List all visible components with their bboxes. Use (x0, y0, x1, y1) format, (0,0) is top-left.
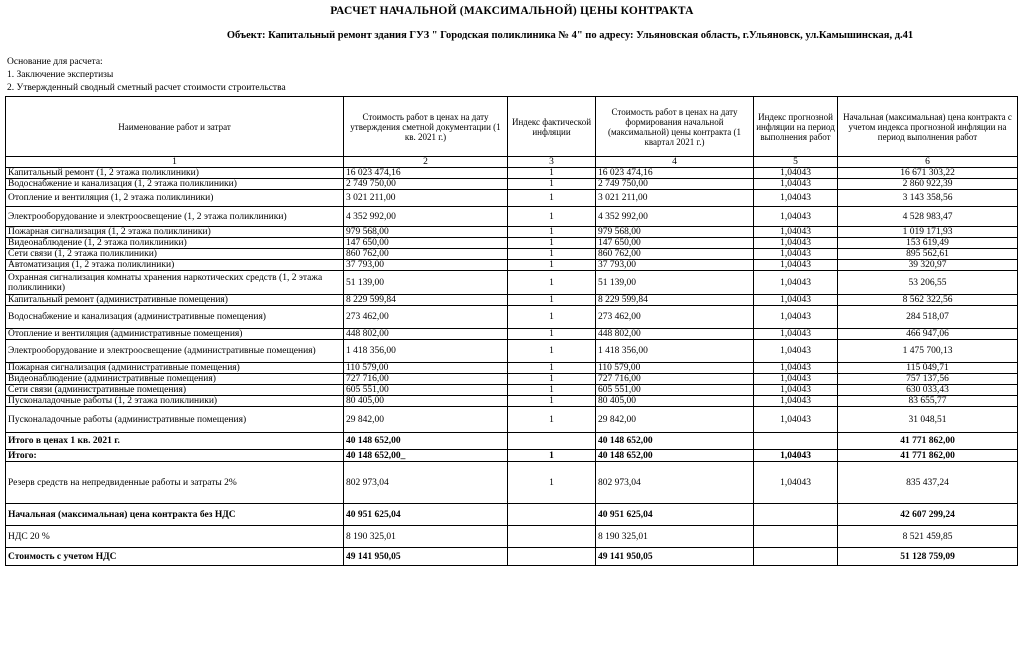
row-value-c6: 8 562 322,56 (838, 295, 1018, 306)
row-value-c5 (754, 526, 838, 548)
row-value-c5: 1,04043 (754, 207, 838, 227)
row-value-c5 (754, 548, 838, 566)
row-name-cell: Видеонаблюдение (1, 2 этажа поликлиники) (6, 238, 344, 249)
row-value-c5: 1,04043 (754, 340, 838, 363)
row-value-c4: 8 229 599,84 (596, 295, 754, 306)
row-value-c5: 1,04043 (754, 190, 838, 207)
header-cost-formation: Стоимость работ в ценах на дату формирования начальной (максимальной) цены контракта (1 квартал 2021 г.) (596, 97, 754, 157)
row-value-c6: 153 619,49 (838, 238, 1018, 249)
row-value-c3: 1 (508, 306, 596, 329)
row-value-c2: 4 352 992,00 (344, 207, 508, 227)
row-value-c6: 39 320,97 (838, 260, 1018, 271)
row-value-c6: 1 475 700,13 (838, 340, 1018, 363)
row-value-c4: 979 568,00 (596, 227, 754, 238)
row-value-c6: 42 607 299,24 (838, 504, 1018, 526)
totals-row (6, 450, 1018, 462)
row-value-c6: 31 048,51 (838, 407, 1018, 433)
row-value-c4: 37 793,00 (596, 260, 754, 271)
row-value-c6: 895 562,61 (838, 249, 1018, 260)
row-name-cell: Пожарная сигнализация (административные помещения) (6, 363, 344, 374)
row-value-c2: 8 190 325,01 (344, 526, 508, 548)
row-value-c4: 49 141 950,05 (596, 548, 754, 566)
column-number: 4 (596, 157, 754, 168)
row-name-cell: Стоимость с учетом НДС (6, 548, 344, 566)
row-value-c6: 466 947,06 (838, 329, 1018, 340)
row-value-c5: 1,04043 (754, 450, 838, 462)
row-value-c5: 1,04043 (754, 271, 838, 295)
header-forecast-inflation-index: Индекс прогнозной инфляции на период выполнения работ (754, 97, 838, 157)
row-value-c3: 1 (508, 450, 596, 462)
row-name-cell: Пожарная сигнализация (1, 2 этажа поликлиники) (6, 227, 344, 238)
row-value-c2: 8 229 599,84 (344, 295, 508, 306)
row-value-c4: 860 762,00 (596, 249, 754, 260)
totals-row (6, 526, 1018, 548)
row-value-c4: 8 190 325,01 (596, 526, 754, 548)
table-row (6, 207, 1018, 227)
row-value-c6: 3 143 358,56 (838, 190, 1018, 207)
table-row (6, 329, 1018, 340)
row-value-c3: 1 (508, 385, 596, 396)
header-actual-inflation-index: Индекс фактической инфляции (508, 97, 596, 157)
table-row (6, 407, 1018, 433)
column-number: 2 (344, 157, 508, 168)
row-value-c5: 1,04043 (754, 396, 838, 407)
price-calculation-table (5, 96, 1018, 566)
row-value-c5: 1,04043 (754, 407, 838, 433)
column-number: 5 (754, 157, 838, 168)
row-value-c2: 40 951 625,04 (344, 504, 508, 526)
row-value-c3: 1 (508, 179, 596, 190)
row-value-c3: 1 (508, 168, 596, 179)
row-name-cell: НДС 20 % (6, 526, 344, 548)
row-value-c4: 802 973,04 (596, 462, 754, 504)
row-name-cell: Автоматизация (1, 2 этажа поликлиники) (6, 260, 344, 271)
row-value-c4: 4 352 992,00 (596, 207, 754, 227)
row-value-c2: 605 551,00 (344, 385, 508, 396)
table-row (6, 363, 1018, 374)
column-number: 1 (6, 157, 344, 168)
row-value-c4: 40 951 625,04 (596, 504, 754, 526)
row-value-c6: 757 137,56 (838, 374, 1018, 385)
row-value-c6: 1 019 171,93 (838, 227, 1018, 238)
row-value-c3: 1 (508, 363, 596, 374)
row-value-c6: 53 206,55 (838, 271, 1018, 295)
row-value-c2: 2 749 750,00 (344, 179, 508, 190)
table-row (6, 396, 1018, 407)
row-value-c3: 1 (508, 295, 596, 306)
row-value-c2: 51 139,00 (344, 271, 508, 295)
row-value-c5: 1,04043 (754, 260, 838, 271)
row-value-c3: 1 (508, 238, 596, 249)
row-value-c4: 40 148 652,00 (596, 433, 754, 450)
row-value-c2: 80 405,00 (344, 396, 508, 407)
row-value-c2: 727 716,00 (344, 374, 508, 385)
row-name-cell: Водоснабжение и канализация (1, 2 этажа поликлиники) (6, 179, 344, 190)
row-value-c5: 1,04043 (754, 306, 838, 329)
row-name-cell: Электрооборудование и электроосвещение (1, 2 этажа поликлиники) (6, 207, 344, 227)
row-value-c2: 802 973,04 (344, 462, 508, 504)
row-value-c6: 4 528 983,47 (838, 207, 1018, 227)
basis-item-2: 2. Утвержденный сводный сметный расчет стоимости строительства (7, 83, 286, 93)
header-row (6, 97, 1018, 157)
table-row (6, 295, 1018, 306)
row-value-c2: 147 650,00 (344, 238, 508, 249)
row-name-cell: Водоснабжение и канализация (административные помещения) (6, 306, 344, 329)
row-name-cell: Видеонаблюдение (административные помещения) (6, 374, 344, 385)
header-name: Наименование работ и затрат (6, 97, 344, 157)
row-value-c2: 273 462,00 (344, 306, 508, 329)
row-value-c4: 51 139,00 (596, 271, 754, 295)
table-row (6, 179, 1018, 190)
row-value-c6: 51 128 759,09 (838, 548, 1018, 566)
row-value-c6: 284 518,07 (838, 306, 1018, 329)
row-value-c3: 1 (508, 340, 596, 363)
row-value-c5: 1,04043 (754, 249, 838, 260)
table-row (6, 260, 1018, 271)
table-row (6, 385, 1018, 396)
table-row (6, 249, 1018, 260)
row-name-cell: Пусконаладочные работы (1, 2 этажа поликлиники) (6, 396, 344, 407)
totals-row (6, 504, 1018, 526)
row-value-c2: 860 762,00 (344, 249, 508, 260)
row-value-c5: 1,04043 (754, 227, 838, 238)
row-value-c2: 16 023 474,16 (344, 168, 508, 179)
column-number-row (6, 157, 1018, 168)
totals-row (6, 433, 1018, 450)
row-value-c3: 1 (508, 260, 596, 271)
basis-heading: Основание для расчета: (7, 57, 103, 67)
row-value-c5: 1,04043 (754, 295, 838, 306)
table-row (6, 190, 1018, 207)
row-name-cell: Итого: (6, 450, 344, 462)
row-value-c3: 1 (508, 374, 596, 385)
row-value-c4: 3 021 211,00 (596, 190, 754, 207)
row-value-c2: 37 793,00 (344, 260, 508, 271)
row-name-cell: Начальная (максимальная) цена контракта без НДС (6, 504, 344, 526)
row-value-c3: 1 (508, 190, 596, 207)
row-value-c5 (754, 504, 838, 526)
table-row (6, 227, 1018, 238)
row-value-c4: 110 579,00 (596, 363, 754, 374)
row-value-c6: 2 860 922,39 (838, 179, 1018, 190)
row-value-c4: 727 716,00 (596, 374, 754, 385)
row-name-cell: Капитальный ремонт (1, 2 этажа поликлиники) (6, 168, 344, 179)
row-name-cell: Резерв средств на непредвиденные работы и затраты 2% (6, 462, 344, 504)
row-value-c3: 1 (508, 462, 596, 504)
row-value-c5: 1,04043 (754, 462, 838, 504)
row-value-c6: 630 033,43 (838, 385, 1018, 396)
table-row (6, 306, 1018, 329)
row-value-c3: 1 (508, 396, 596, 407)
row-value-c3 (508, 526, 596, 548)
basis-item-1: 1. Заключение экспертизы (7, 70, 114, 80)
document-title: РАСЧЕТ НАЧАЛЬНОЙ (МАКСИМАЛЬНОЙ) ЦЕНЫ КОНТРАКТА (330, 5, 694, 17)
row-value-c5: 1,04043 (754, 179, 838, 190)
row-name-cell: Сети связи (1, 2 этажа поликлиники) (6, 249, 344, 260)
row-value-c5 (754, 433, 838, 450)
row-value-c6: 41 771 862,00 (838, 450, 1018, 462)
column-number: 3 (508, 157, 596, 168)
row-value-c3 (508, 548, 596, 566)
totals-row (6, 462, 1018, 504)
row-value-c4: 1 418 356,00 (596, 340, 754, 363)
row-value-c6: 835 437,24 (838, 462, 1018, 504)
row-value-c4: 448 802,00 (596, 329, 754, 340)
row-value-c6: 8 521 459,85 (838, 526, 1018, 548)
row-value-c2: 979 568,00 (344, 227, 508, 238)
row-name-cell: Отопление и вентиляция (административные помещения) (6, 329, 344, 340)
row-value-c3 (508, 504, 596, 526)
object-description: Объект: Капитальный ремонт здания ГУЗ " Городская поликлиника № 4" по адресу: Ульяновская область, г.Ульяновск, ул.Камышинская, д.41 (226, 30, 914, 41)
row-value-c4: 40 148 652,00 (596, 450, 754, 462)
row-value-c3: 1 (508, 249, 596, 260)
row-value-c4: 147 650,00 (596, 238, 754, 249)
row-value-c6: 16 671 303,22 (838, 168, 1018, 179)
row-value-c6: 115 049,71 (838, 363, 1018, 374)
row-value-c3 (508, 433, 596, 450)
row-value-c4: 273 462,00 (596, 306, 754, 329)
table-row (6, 374, 1018, 385)
row-value-c6: 41 771 862,00 (838, 433, 1018, 450)
row-value-c3: 1 (508, 329, 596, 340)
row-name-cell: Итого в ценах 1 кв. 2021 г. (6, 433, 344, 450)
row-value-c2: 29 842,00 (344, 407, 508, 433)
row-value-c3: 1 (508, 207, 596, 227)
row-value-c5: 1,04043 (754, 329, 838, 340)
row-value-c6: 83 655,77 (838, 396, 1018, 407)
row-name-cell: Охранная сигнализация комнаты хранения наркотических средств (1, 2 этажа поликлиники) (6, 271, 344, 295)
row-value-c5: 1,04043 (754, 374, 838, 385)
row-value-c3: 1 (508, 227, 596, 238)
table-row (6, 340, 1018, 363)
table-row (6, 238, 1018, 249)
row-value-c2: 110 579,00 (344, 363, 508, 374)
row-name-cell: Пусконаладочные работы (административные помещения) (6, 407, 344, 433)
row-value-c4: 80 405,00 (596, 396, 754, 407)
row-name-cell: Капитальный ремонт (административные помещения) (6, 295, 344, 306)
row-name-cell: Электрооборудование и электроосвещение (административные помещения) (6, 340, 344, 363)
row-value-c4: 605 551,00 (596, 385, 754, 396)
row-value-c2: 40 148 652,00 (344, 433, 508, 450)
row-value-c4: 29 842,00 (596, 407, 754, 433)
row-value-c2: 40 148 652,00_ (344, 450, 508, 462)
row-value-c4: 16 023 474,16 (596, 168, 754, 179)
totals-row (6, 548, 1018, 566)
row-name-cell: Отопление и вентиляция (1, 2 этажа поликлиники) (6, 190, 344, 207)
row-value-c3: 1 (508, 407, 596, 433)
table-row (6, 168, 1018, 179)
row-value-c2: 448 802,00 (344, 329, 508, 340)
header-cost-approval: Стоимость работ в ценах на дату утверждения сметной документации (1 кв. 2021 г.) (344, 97, 508, 157)
row-name-cell: Сети связи (административные помещения) (6, 385, 344, 396)
row-value-c5: 1,04043 (754, 238, 838, 249)
row-value-c2: 3 021 211,00 (344, 190, 508, 207)
header-initial-price: Начальная (максимальная) цена контракта с учетом индекса прогнозной инфляции на период выполнения работ (838, 97, 1018, 157)
row-value-c5: 1,04043 (754, 363, 838, 374)
column-number: 6 (838, 157, 1018, 168)
row-value-c4: 2 749 750,00 (596, 179, 754, 190)
row-value-c2: 1 418 356,00 (344, 340, 508, 363)
row-value-c2: 49 141 950,05 (344, 548, 508, 566)
row-value-c5: 1,04043 (754, 385, 838, 396)
row-value-c3: 1 (508, 271, 596, 295)
row-value-c5: 1,04043 (754, 168, 838, 179)
table-row (6, 271, 1018, 295)
